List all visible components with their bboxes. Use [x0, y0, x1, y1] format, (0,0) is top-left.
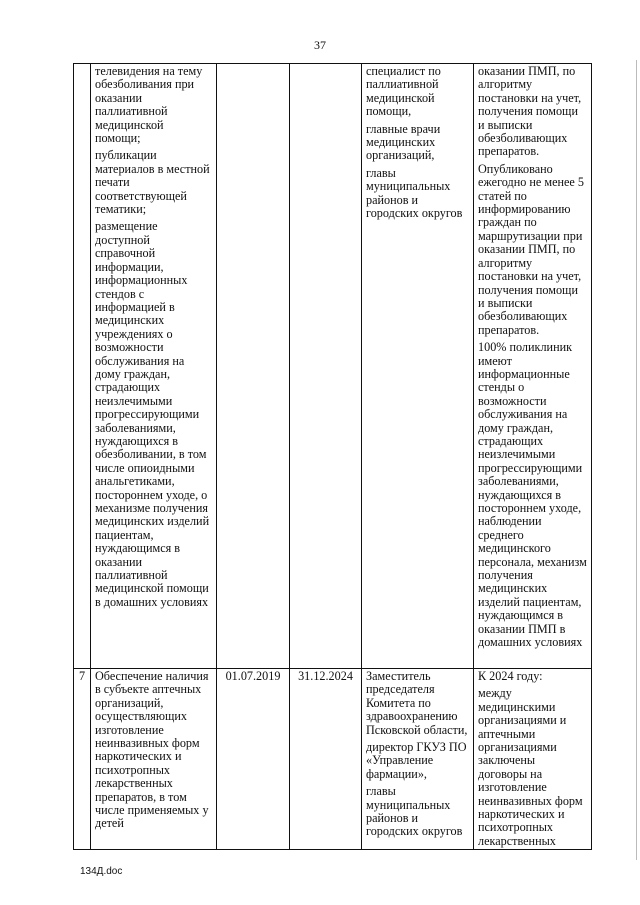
page-number: 37: [314, 38, 326, 52]
responsible-cell: [362, 669, 474, 850]
measure-paragraph: телевидения на тему обезболивания при оказании паллиативной медицинской помощи;: [95, 64, 203, 146]
result-paragraph: Опубликовано ежегодно не менее 5 статей по информированию граждан по маршрутизации при оказании ПМП, по алгоритму постановки на учет, получения помощи и выписки обезболивающих препаратов.: [478, 161, 584, 337]
result-cell: [474, 64, 592, 669]
table-row: [74, 64, 592, 669]
responsible-paragraph: главы муниципальных районов и городских округов: [366, 165, 463, 221]
responsible-paragraph: главы муниципальных районов и городских округов: [366, 784, 463, 839]
result-cell: [474, 669, 592, 850]
measure-paragraph: Обеспечение наличия в субъекте аптечных организаций, осуществляющих изготовление неинвазивных форм наркотических и психотропных лекарственных препаратов, в том числе применяемых у детей: [95, 669, 209, 831]
scan-edge: [636, 60, 637, 860]
measure-cell: [91, 669, 217, 850]
row-number: [74, 64, 91, 669]
row-number: 7: [74, 669, 91, 850]
responsible-paragraph: специалист по паллиативной медицинской помощи,: [366, 64, 441, 119]
responsible-paragraph: главные врачи медицинских организаций,: [366, 121, 441, 163]
end-date: [290, 64, 362, 669]
measure-cell: [91, 64, 217, 669]
result-paragraph: 100% поликлиник имеют информационные стенды о возможности обслуживания на дому граждан, страдающих неизлечимыми прогрессирующими заболеваниями, нуждающихся в постороннем уходе, наблюдении среднего медицинского персонала, механизм получения медицинских изделий пациентам, нуждающимся в оказании ПМП в домашних условиях: [478, 340, 587, 650]
end-date: 31.12.2024: [290, 669, 362, 850]
result-paragraph: оказании ПМП, по алгоритму постановки на учет, получения помощи и выписки обезболивающих препаратов.: [478, 64, 582, 159]
start-date: 01.07.2019: [217, 669, 290, 850]
result-paragraph: К 2024 году:: [478, 669, 543, 683]
responsible-cell: [362, 64, 474, 669]
responsible-paragraph: директор ГКУЗ ПО «Управление фармации»,: [366, 740, 467, 781]
footer-filename: 134Д.doc: [80, 866, 123, 877]
responsible-paragraph: Заместитель председателя Комитета по здравоохранению Псковской области,: [366, 669, 468, 737]
measure-paragraph: публикации материалов в местной печати соответствующей тематики;: [95, 148, 210, 217]
measure-paragraph: размещение доступной справочной информации, информационных стендов с информацией в медицинских учреждениях о возможности обслуживания на дому граждан, страдающих неизлечимыми прогрессирующими заболеваниями, нуждающихся в обезболивании, в том числе опиоидными анальгетиками, постороннем уходе, о механизме получения медицинских изделий пациентам, нуждающимся в оказании паллиативной медицинской помощи в домашних условиях: [95, 219, 210, 609]
start-date: [217, 64, 290, 669]
table-row: [74, 669, 592, 850]
measures-table: [73, 63, 592, 850]
result-paragraph: между медицинскими организациями и аптечными организациями заключены договоры на изготовление неинвазивных форм наркотических и психотропных лекарственных: [478, 686, 583, 848]
